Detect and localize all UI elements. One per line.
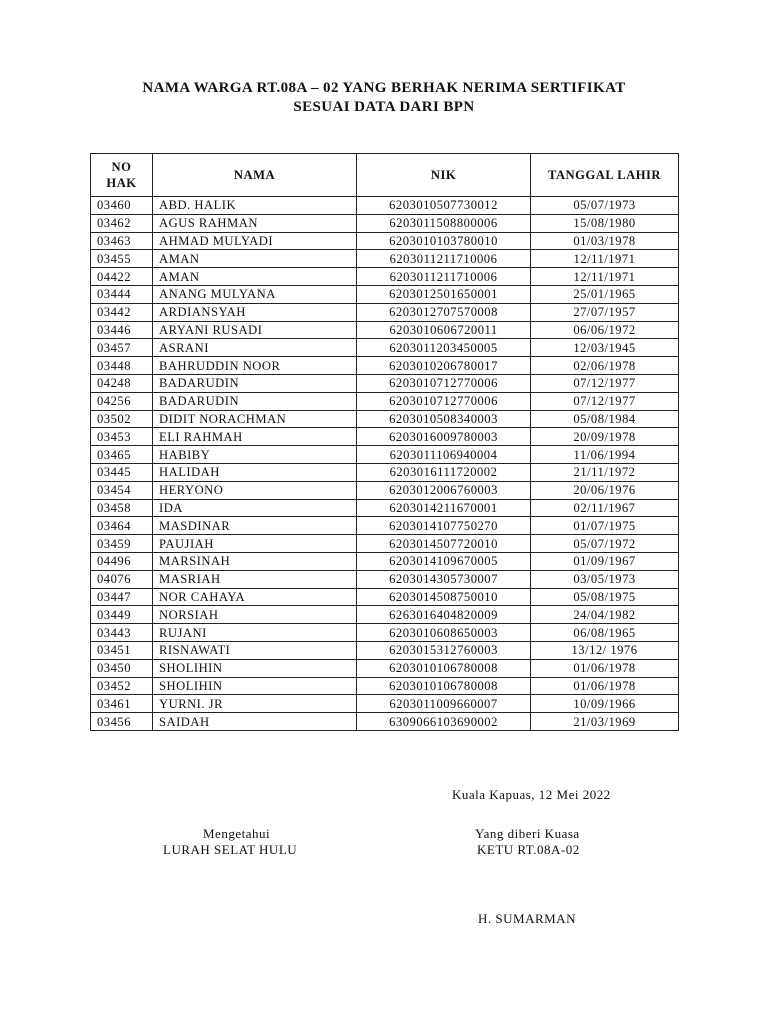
- tanggal-lahir-cell: 12/11/1971: [531, 250, 679, 268]
- table-row: [91, 250, 679, 268]
- nama-cell: ASRANI: [153, 339, 357, 357]
- nama-cell: BADARUDIN: [153, 374, 357, 392]
- nik-cell: 6203010712770006: [357, 392, 531, 410]
- no-hak-cell: 03462: [91, 214, 153, 232]
- table-row: [91, 197, 679, 215]
- table-row: [91, 535, 679, 553]
- nik-cell: 6203014305730007: [357, 570, 531, 588]
- nik-cell: 6203010106780008: [357, 677, 531, 695]
- table-row: [91, 552, 679, 570]
- tanggal-lahir-cell: 11/06/1994: [531, 446, 679, 464]
- nik-cell: 6203011009660007: [357, 695, 531, 713]
- table-row: [91, 214, 679, 232]
- header-tanggal-lahir: TANGGAL LAHIR: [531, 154, 679, 197]
- no-hak-cell: 04496: [91, 552, 153, 570]
- table-body: [91, 197, 679, 731]
- table-row: [91, 606, 679, 624]
- nama-cell: PAUJIAH: [153, 535, 357, 553]
- nama-cell: NORSIAH: [153, 606, 357, 624]
- nama-cell: RISNAWATI: [153, 641, 357, 659]
- nama-cell: BADARUDIN: [153, 392, 357, 410]
- nama-cell: MASDINAR: [153, 517, 357, 535]
- table-row: [91, 481, 679, 499]
- nama-cell: ARYANI RUSADI: [153, 321, 357, 339]
- nik-cell: 6203011203450005: [357, 339, 531, 357]
- tanggal-lahir-cell: 24/04/1982: [531, 606, 679, 624]
- table-row: [91, 410, 679, 428]
- table-row: [91, 446, 679, 464]
- nama-cell: SHOLIHIN: [153, 677, 357, 695]
- no-hak-cell: 03457: [91, 339, 153, 357]
- tanggal-lahir-cell: 01/07/1975: [531, 517, 679, 535]
- table-row: [91, 232, 679, 250]
- document-subtitle: SESUAI DATA DARI BPN: [293, 99, 475, 115]
- table-row: [91, 285, 679, 303]
- table-row: [91, 677, 679, 695]
- no-hak-cell: 03456: [91, 713, 153, 731]
- nik-cell: 6203010206780017: [357, 357, 531, 375]
- header-no-hak: [91, 154, 153, 197]
- acknowledged-label: Mengetahui: [203, 826, 271, 841]
- tanggal-lahir-cell: 01/09/1967: [531, 552, 679, 570]
- no-hak-cell: 03443: [91, 624, 153, 642]
- table-row: [91, 517, 679, 535]
- no-hak-cell: 03459: [91, 535, 153, 553]
- nama-cell: SHOLIHIN: [153, 659, 357, 677]
- nama-cell: SAIDAH: [153, 713, 357, 731]
- no-hak-cell: 03445: [91, 463, 153, 481]
- no-hak-cell: 03454: [91, 481, 153, 499]
- no-hak-cell: 04422: [91, 268, 153, 286]
- nama-cell: MASRIAH: [153, 570, 357, 588]
- tanggal-lahir-cell: 01/06/1978: [531, 659, 679, 677]
- nik-cell: 6203010606720011: [357, 321, 531, 339]
- no-hak-cell: 03453: [91, 428, 153, 446]
- nik-cell: 6203014508750010: [357, 588, 531, 606]
- tanggal-lahir-cell: 20/09/1978: [531, 428, 679, 446]
- table-row: [91, 374, 679, 392]
- nama-cell: RUJANI: [153, 624, 357, 642]
- nik-cell: 6203014109670005: [357, 552, 531, 570]
- table-row: [91, 339, 679, 357]
- no-hak-cell: 03444: [91, 285, 153, 303]
- table-row: [91, 268, 679, 286]
- no-hak-cell: 03460: [91, 197, 153, 215]
- tanggal-lahir-cell: 13/12/ 1976: [531, 641, 679, 659]
- table-row: [91, 695, 679, 713]
- nama-cell: ANANG MULYANA: [153, 285, 357, 303]
- no-hak-cell: 03451: [91, 641, 153, 659]
- table-row: [91, 713, 679, 731]
- no-hak-cell: 03458: [91, 499, 153, 517]
- nik-cell: 6203011211710006: [357, 250, 531, 268]
- nama-cell: DIDIT NORACHMAN: [153, 410, 357, 428]
- no-hak-cell: 03447: [91, 588, 153, 606]
- nik-cell: 6203012501650001: [357, 285, 531, 303]
- nik-cell: 6203011211710006: [357, 268, 531, 286]
- table-row: [91, 588, 679, 606]
- nik-cell: 6203010103780010: [357, 232, 531, 250]
- table-header-row: [91, 154, 679, 197]
- nama-cell: AMAN: [153, 250, 357, 268]
- nama-cell: YURNI. JR: [153, 695, 357, 713]
- tanggal-lahir-cell: 06/06/1972: [531, 321, 679, 339]
- nama-cell: HABIBY: [153, 446, 357, 464]
- tanggal-lahir-cell: 02/06/1978: [531, 357, 679, 375]
- nama-cell: ABD. HALIK: [153, 197, 357, 215]
- tanggal-lahir-cell: 06/08/1965: [531, 624, 679, 642]
- table-row: [91, 392, 679, 410]
- tanggal-lahir-cell: 27/07/1957: [531, 303, 679, 321]
- no-hak-cell: 03502: [91, 410, 153, 428]
- place-date: Kuala Kapuas, 12 Mei 2022: [452, 787, 611, 802]
- nama-cell: AHMAD MULYADI: [153, 232, 357, 250]
- table-row: [91, 303, 679, 321]
- tanggal-lahir-cell: 05/08/1975: [531, 588, 679, 606]
- header-no-hak-label: NO HAK: [106, 160, 137, 190]
- nama-cell: ELI RAHMAH: [153, 428, 357, 446]
- nik-cell: 6203011508800006: [357, 214, 531, 232]
- no-hak-cell: 03465: [91, 446, 153, 464]
- nama-cell: AMAN: [153, 268, 357, 286]
- nik-cell: 6203010608650003: [357, 624, 531, 642]
- no-hak-cell: 03461: [91, 695, 153, 713]
- no-hak-cell: 04256: [91, 392, 153, 410]
- table-row: [91, 321, 679, 339]
- recipients-table: [90, 153, 679, 731]
- no-hak-cell: 03442: [91, 303, 153, 321]
- nik-cell: 6203012006760003: [357, 481, 531, 499]
- nik-cell: 6263016404820009: [357, 606, 531, 624]
- nama-cell: MARSINAH: [153, 552, 357, 570]
- tanggal-lahir-cell: 20/06/1976: [531, 481, 679, 499]
- nik-cell: 6203016111720002: [357, 463, 531, 481]
- nama-cell: HALIDAH: [153, 463, 357, 481]
- nik-cell: 6203010712770006: [357, 374, 531, 392]
- header-nik: NIK: [357, 154, 531, 197]
- lurah-title: LURAH SELAT HULU: [163, 842, 298, 857]
- no-hak-cell: 03446: [91, 321, 153, 339]
- nama-cell: NOR CAHAYA: [153, 588, 357, 606]
- nama-cell: ARDIANSYAH: [153, 303, 357, 321]
- header-nama: NAMA: [153, 154, 357, 197]
- no-hak-cell: 03464: [91, 517, 153, 535]
- table-row: [91, 624, 679, 642]
- no-hak-cell: 03449: [91, 606, 153, 624]
- table-row: [91, 659, 679, 677]
- document-title: NAMA WARGA RT.08A – 02 YANG BERHAK NERIMA SERTIFIKAT: [142, 80, 626, 96]
- no-hak-cell: 03463: [91, 232, 153, 250]
- tanggal-lahir-cell: 03/05/1973: [531, 570, 679, 588]
- tanggal-lahir-cell: 12/03/1945: [531, 339, 679, 357]
- table-row: [91, 463, 679, 481]
- nik-cell: 6203016009780003: [357, 428, 531, 446]
- no-hak-cell: 03448: [91, 357, 153, 375]
- tanggal-lahir-cell: 01/03/1978: [531, 232, 679, 250]
- nik-cell: 6203012707570008: [357, 303, 531, 321]
- tanggal-lahir-cell: 10/09/1966: [531, 695, 679, 713]
- table-row: [91, 428, 679, 446]
- tanggal-lahir-cell: 12/11/1971: [531, 268, 679, 286]
- tanggal-lahir-cell: 15/08/1980: [531, 214, 679, 232]
- nik-cell: 6203015312760003: [357, 641, 531, 659]
- tanggal-lahir-cell: 05/07/1973: [531, 197, 679, 215]
- nik-cell: 6203010508340003: [357, 410, 531, 428]
- no-hak-cell: 03450: [91, 659, 153, 677]
- rt-head-title: KETU RT.08A-02: [477, 842, 580, 857]
- tanggal-lahir-cell: 21/03/1969: [531, 713, 679, 731]
- no-hak-cell: 03452: [91, 677, 153, 695]
- tanggal-lahir-cell: 25/01/1965: [531, 285, 679, 303]
- nama-cell: HERYONO: [153, 481, 357, 499]
- nik-cell: 6203011106940004: [357, 446, 531, 464]
- nama-cell: AGUS RAHMAN: [153, 214, 357, 232]
- nik-cell: 6203014507720010: [357, 535, 531, 553]
- table-row: [91, 641, 679, 659]
- table-row: [91, 499, 679, 517]
- nama-cell: IDA: [153, 499, 357, 517]
- table-row: [91, 570, 679, 588]
- tanggal-lahir-cell: 21/11/1972: [531, 463, 679, 481]
- nama-cell: BAHRUDDIN NOOR: [153, 357, 357, 375]
- signatory-name: H. SUMARMAN: [478, 911, 576, 926]
- tanggal-lahir-cell: 02/11/1967: [531, 499, 679, 517]
- authorized-label: Yang diberi Kuasa: [475, 826, 580, 841]
- nik-cell: 6203010106780008: [357, 659, 531, 677]
- tanggal-lahir-cell: 05/07/1972: [531, 535, 679, 553]
- tanggal-lahir-cell: 07/12/1977: [531, 374, 679, 392]
- table-row: [91, 357, 679, 375]
- no-hak-cell: 04076: [91, 570, 153, 588]
- nik-cell: 6203014211670001: [357, 499, 531, 517]
- no-hak-cell: 03455: [91, 250, 153, 268]
- tanggal-lahir-cell: 05/08/1984: [531, 410, 679, 428]
- nik-cell: 6203010507730012: [357, 197, 531, 215]
- tanggal-lahir-cell: 07/12/1977: [531, 392, 679, 410]
- nik-cell: 6203014107750270: [357, 517, 531, 535]
- tanggal-lahir-cell: 01/06/1978: [531, 677, 679, 695]
- no-hak-cell: 04248: [91, 374, 153, 392]
- nik-cell: 6309066103690002: [357, 713, 531, 731]
